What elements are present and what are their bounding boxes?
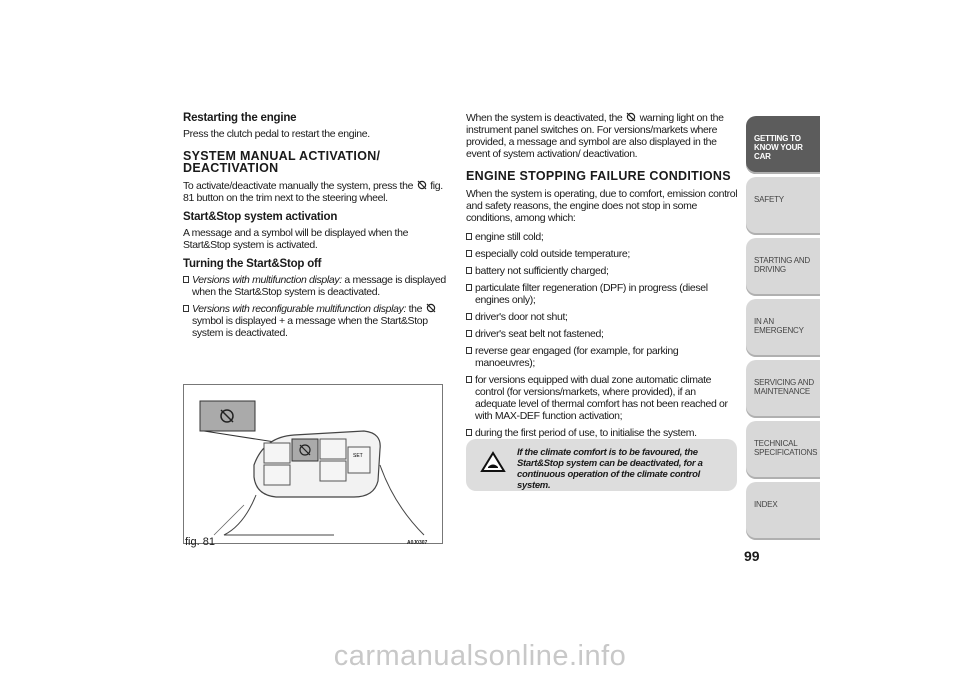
checkbox-bullet-icon <box>183 305 189 312</box>
chapter-tabs <box>746 116 820 543</box>
button-panel-illustration <box>184 385 442 543</box>
warning-box <box>466 439 737 491</box>
start-stop-icon <box>417 180 427 190</box>
list-item: Versions with reconfigurable multifunction display: the symbol is displayed + a message when the Start&Stop system is deactivated. <box>183 303 451 339</box>
tab-label: SAFETY <box>754 195 784 204</box>
list-item: battery not sufficiently charged; <box>466 265 738 277</box>
checkbox-bullet-icon <box>466 347 472 354</box>
checkbox-bullet-icon <box>466 330 472 337</box>
deactivated-text: When the system is deactivated, the warning light on the instrument panel switches on. For versions/markets where provided, a message and symbol are also displayed in the event of system activation/ deactivation. <box>466 112 724 160</box>
failure-text: When the system is operating, due to comfort, emission control and safety reasons, the engine does not stop in some conditions, among which: <box>466 188 738 224</box>
list-item: driver's seat belt not fastened; <box>466 328 738 340</box>
tab-label: IN AN EMERGENCY <box>754 317 804 335</box>
failure-heading: ENGINE STOPPING FAILURE CONDITIONS <box>466 169 731 183</box>
tab-index[interactable] <box>746 482 820 540</box>
tab-in-an-emergency[interactable] <box>746 299 820 357</box>
restart-heading: Restarting the engine <box>183 112 297 124</box>
page-number: 99 <box>744 548 760 564</box>
checkbox-bullet-icon <box>183 276 189 283</box>
list-item: for versions equipped with dual zone automatic climate control (for versions/markets, where provided), if an adequate level of thermal comfort has not been reached or with MAX-DEF function activation; <box>466 374 738 422</box>
figure-code: A0J0307 <box>407 540 428 546</box>
tab-technical-specs[interactable] <box>746 421 820 479</box>
tab-servicing[interactable] <box>746 360 820 418</box>
warning-text: If the climate comfort is to be favoured, the Start&Stop system can be deactivated, for a continuous operation of the climate control system. <box>517 447 703 491</box>
start-stop-warning-icon <box>626 112 636 122</box>
list-item: Versions with multifunction display: a message is displayed when the Start&Stop system is deactivated. <box>183 274 451 298</box>
tab-label: STARTING AND DRIVING <box>754 256 810 274</box>
figure-caption: fig. 81 <box>185 536 215 548</box>
tab-getting-to-know[interactable] <box>746 116 820 174</box>
list-item: engine still cold; <box>466 231 738 243</box>
checkbox-bullet-icon <box>466 429 472 436</box>
activation-heading: Start&Stop system activation <box>183 211 338 223</box>
list-item: driver's door not shut; <box>466 311 738 323</box>
set-label: SET <box>353 453 363 459</box>
tab-label: SERVICING AND MAINTENANCE <box>754 378 814 396</box>
watermark: carmanualsonline.info <box>333 640 627 672</box>
warning-triangle-icon <box>480 451 506 473</box>
manual-heading: SYSTEM MANUAL ACTIVATION/ DEACTIVATION <box>183 149 381 175</box>
tab-starting-and-driving[interactable] <box>746 238 820 296</box>
activation-text: A message and a symbol will be displayed when the Start&Stop system is activated. <box>183 227 409 251</box>
checkbox-bullet-icon <box>466 267 472 274</box>
right-column <box>466 112 738 444</box>
tab-label: TECHNICAL SPECIFICATIONS <box>754 439 818 457</box>
list-item: reverse gear engaged (for example, for parking manoeuvres); <box>466 345 738 369</box>
figure-81 <box>183 384 443 544</box>
list-item: especially cold outside temperature; <box>466 248 738 260</box>
off-heading: Turning the Start&Stop off <box>183 258 322 270</box>
start-stop-icon <box>426 303 436 313</box>
list-item: during the first period of use, to initialise the system. <box>466 427 738 439</box>
checkbox-bullet-icon <box>466 233 472 240</box>
tab-safety[interactable] <box>746 177 820 235</box>
conditions-list <box>466 231 738 439</box>
tab-label: GETTING TO KNOW YOUR CAR <box>754 134 803 161</box>
restart-text: Press the clutch pedal to restart the engine. <box>183 128 370 140</box>
left-column <box>183 112 451 344</box>
checkbox-bullet-icon <box>466 250 472 257</box>
checkbox-bullet-icon <box>466 376 472 383</box>
list-item: particulate filter regeneration (DPF) in progress (diesel engines only); <box>466 282 738 306</box>
tab-label: INDEX <box>754 500 778 509</box>
checkbox-bullet-icon <box>466 313 472 320</box>
checkbox-bullet-icon <box>466 284 472 291</box>
manual-text: To activate/deactivate manually the system, press the fig. 81 button on the trim next to the steering wheel. <box>183 180 443 204</box>
off-list <box>183 274 451 339</box>
